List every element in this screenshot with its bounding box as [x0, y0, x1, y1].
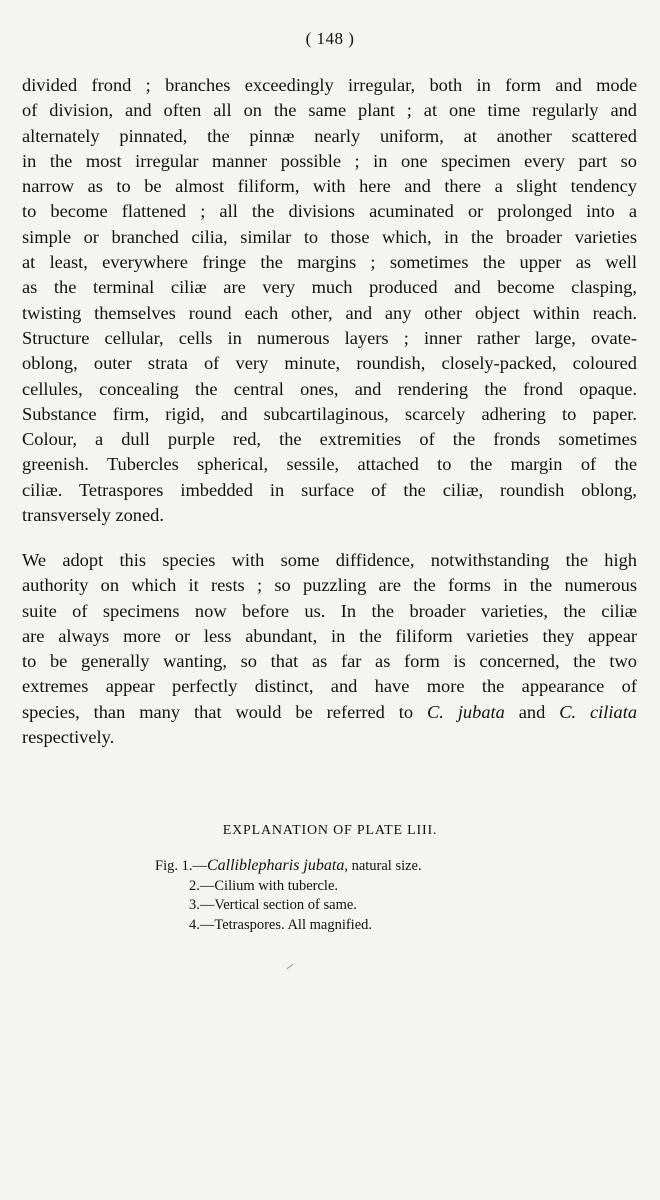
text-line: greenish. Tubercles spherical, sessile, attached to the margin of the — [22, 454, 637, 475]
text-line: of division, and often all on the same plant ; at one time regularly and — [22, 100, 637, 121]
text-line: twisting themselves round each other, and any other object within reach. — [22, 302, 637, 323]
figure-item-2: 2.—Cilium with tubercle. — [189, 877, 339, 894]
text-line: cellules, concealing the central ones, and rendering the frond opaque. — [22, 378, 637, 399]
text-line: authority on which it rests ; so puzzling are the forms in the numerous — [22, 575, 637, 596]
text-line: transversely zoned. — [22, 505, 164, 526]
text-line: narrow as to be almost filiform, with here and there a slight tendency — [22, 176, 637, 197]
paragraph-commentary — [22, 548, 637, 750]
text-line: as the terminal ciliæ are very much produced and become clasping, — [22, 277, 637, 298]
text-line: in the most irregular manner possible ; in one specimen every part so — [22, 150, 637, 171]
text-line: Substance firm, rigid, and subcartilaginous, scarcely adhering to paper. — [22, 403, 637, 424]
text-line: divided frond ; branches exceedingly irregular, both in form and mode — [22, 75, 637, 95]
text-line: Structure cellular, cells in numerous layers ; inner rather large, ovate- — [22, 327, 637, 348]
figure-prefix: Fig. 1.— — [155, 858, 207, 874]
figure-list — [155, 856, 422, 935]
text-line: We adopt this species with some diffidence, notwithstanding the high — [22, 550, 637, 570]
text-line: ciliæ. Tetraspores imbedded in surface of the ciliæ, roundish oblong, — [22, 479, 637, 500]
species-name-ciliata: C. ciliata — [559, 701, 638, 722]
text-line: Colour, a dull purple red, the extremities of the fronds sometimes — [22, 429, 637, 450]
text-line: are always more or less abundant, in the filiform varieties they appear — [22, 625, 637, 646]
text-line: to become flattened ; all the divisions acuminated or prolonged into a — [22, 201, 637, 222]
figure-item-1 — [155, 856, 422, 877]
text-line: to be generally wanting, so that as far as form is concerned, the two — [22, 651, 637, 672]
text-line: oblong, outer strata of very minute, roundish, closely-packed, coloured — [22, 353, 637, 374]
text-line: alternately pinnated, the pinnæ nearly uniform, at another scattered — [22, 125, 637, 146]
figure-item-4: 4.—Tetraspores. All magnified. — [189, 916, 373, 933]
text-line: suite of specimens now before us. In the broader varieties, the ciliæ — [22, 600, 637, 621]
figure-suffix: , natural size. — [344, 858, 422, 874]
text-line: respectively. — [22, 727, 115, 748]
text-line: simple or branched cilia, similar to those which, in the broader varieties — [22, 226, 637, 247]
text-line: at least, everywhere fringe the margins ; sometimes the upper as well — [22, 252, 637, 273]
figure-species-name: Calliblepharis jubata — [206, 857, 345, 874]
species-name-jubata: C. jubata — [427, 701, 505, 722]
page-number: ( 148 ) — [305, 29, 355, 48]
text-run: and — [504, 701, 560, 722]
paragraph-description — [22, 73, 637, 528]
text-line-species — [22, 700, 637, 725]
paper-mark — [286, 964, 293, 969]
figure-item-3: 3.—Vertical section of same. — [189, 897, 357, 913]
plate-explanation-title: EXPLANATION OF PLATE LIII. — [222, 823, 438, 838]
text-run: species, than many that would be referred to — [22, 701, 428, 722]
text-line: extremes appear perfectly distinct, and have more the appearance of — [22, 676, 637, 697]
